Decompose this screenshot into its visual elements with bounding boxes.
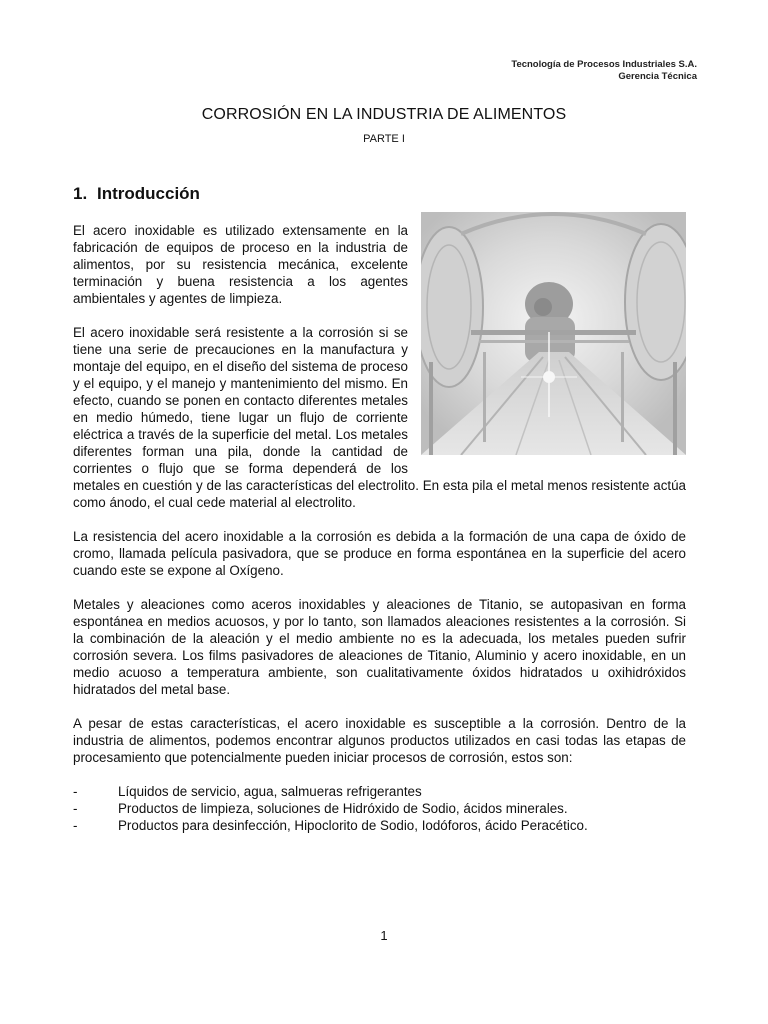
- paragraph: El acero inoxidable será resistente a la corrosión si se tiene una serie de precauciones en la manufactura y montaje del equipo, en el diseño del sistema de proceso y el equipo, y el manejo y mantenimiento del mismo. En efecto, cuando se ponen en contacto diferentes metales en medio húmedo, tiene lugar un flujo de corriente eléctrica a través de la superficie del metal. Los metales diferentes forman una pila, donde la cantidad de corrientes o flujo que se forma dependerá de los metales en cuestión y de las características del electrolito. En esta pila el metal menos resistente actúa como ánodo, el cual cede material al electrolito.: [73, 325, 686, 510]
- list-item: [73, 783, 686, 800]
- industrial-photo: [421, 212, 686, 455]
- paragraph: A pesar de estas características, el acero inoxidable es susceptible a la corrosión. Dentro de la industria de alimentos, podemos encontrar algunos productos utilizados en casi todas las etapas de procesamiento que potencialmente pueden iniciar procesos de corrosión, estos son:: [73, 716, 686, 765]
- bullet-list: [73, 783, 686, 834]
- paragraph: Metales y aleaciones como aceros inoxidables y aleaciones de Titanio, se autopasivan en forma espontánea en medios acuosos, y por lo tanto, son llamados aleaciones resistentes a la corrosión. Si la combinación de la aleación y el medio ambiente no es la adecuada, los metales pueden sufrir corrosión severa. Los films pasivadores de aleaciones de Titanio, Aluminio y acero inoxidable, en un medio acuoso a temperatura ambiente, son cualitativamente óxidos hidratados u oxihidróxidos hidratados del metal base.: [73, 597, 686, 697]
- company-name: Tecnología de Procesos Industriales S.A.: [511, 59, 697, 70]
- paragraph: La resistencia del acero inoxidable a la corrosión es debida a la formación de una capa de óxido de cromo, llamada película pasivadora, que se produce en forma espontánea en la superficie del acero cuando este se expone al Oxígeno.: [73, 529, 686, 578]
- list-item-text: Líquidos de servicio, agua, salmueras refrigerantes: [118, 784, 422, 799]
- list-item: [73, 817, 686, 834]
- department-name: Gerencia Técnica: [618, 71, 697, 82]
- document-title: CORROSIÓN EN LA INDUSTRIA DE ALIMENTOS: [201, 106, 567, 123]
- document-subtitle: PARTE I: [363, 133, 405, 145]
- paragraph: El acero inoxidable es utilizado extensamente en la fabricación de equipos de proceso en la industria de alimentos, por su resistencia mecánica, excelente terminación y buena resistencia a los agentes ambientales y agentes de limpieza.: [73, 223, 408, 306]
- list-item: [73, 800, 686, 817]
- bullet-marker: -: [73, 801, 78, 816]
- section-title: Introducción: [97, 184, 200, 203]
- body-text: [73, 222, 686, 834]
- list-item-text: Productos de limpieza, soluciones de Hidróxido de Sodio, ácidos minerales.: [118, 801, 568, 816]
- bullet-marker: -: [73, 784, 78, 799]
- bullet-marker: -: [73, 818, 78, 833]
- page-number: 1: [380, 928, 388, 943]
- section-heading: [73, 184, 200, 204]
- page-header: [511, 59, 697, 83]
- section-number: 1.: [73, 184, 88, 203]
- list-item-text: Productos para desinfección, Hipoclorito de Sodio, Iodóforos, ácido Peracético.: [118, 818, 588, 833]
